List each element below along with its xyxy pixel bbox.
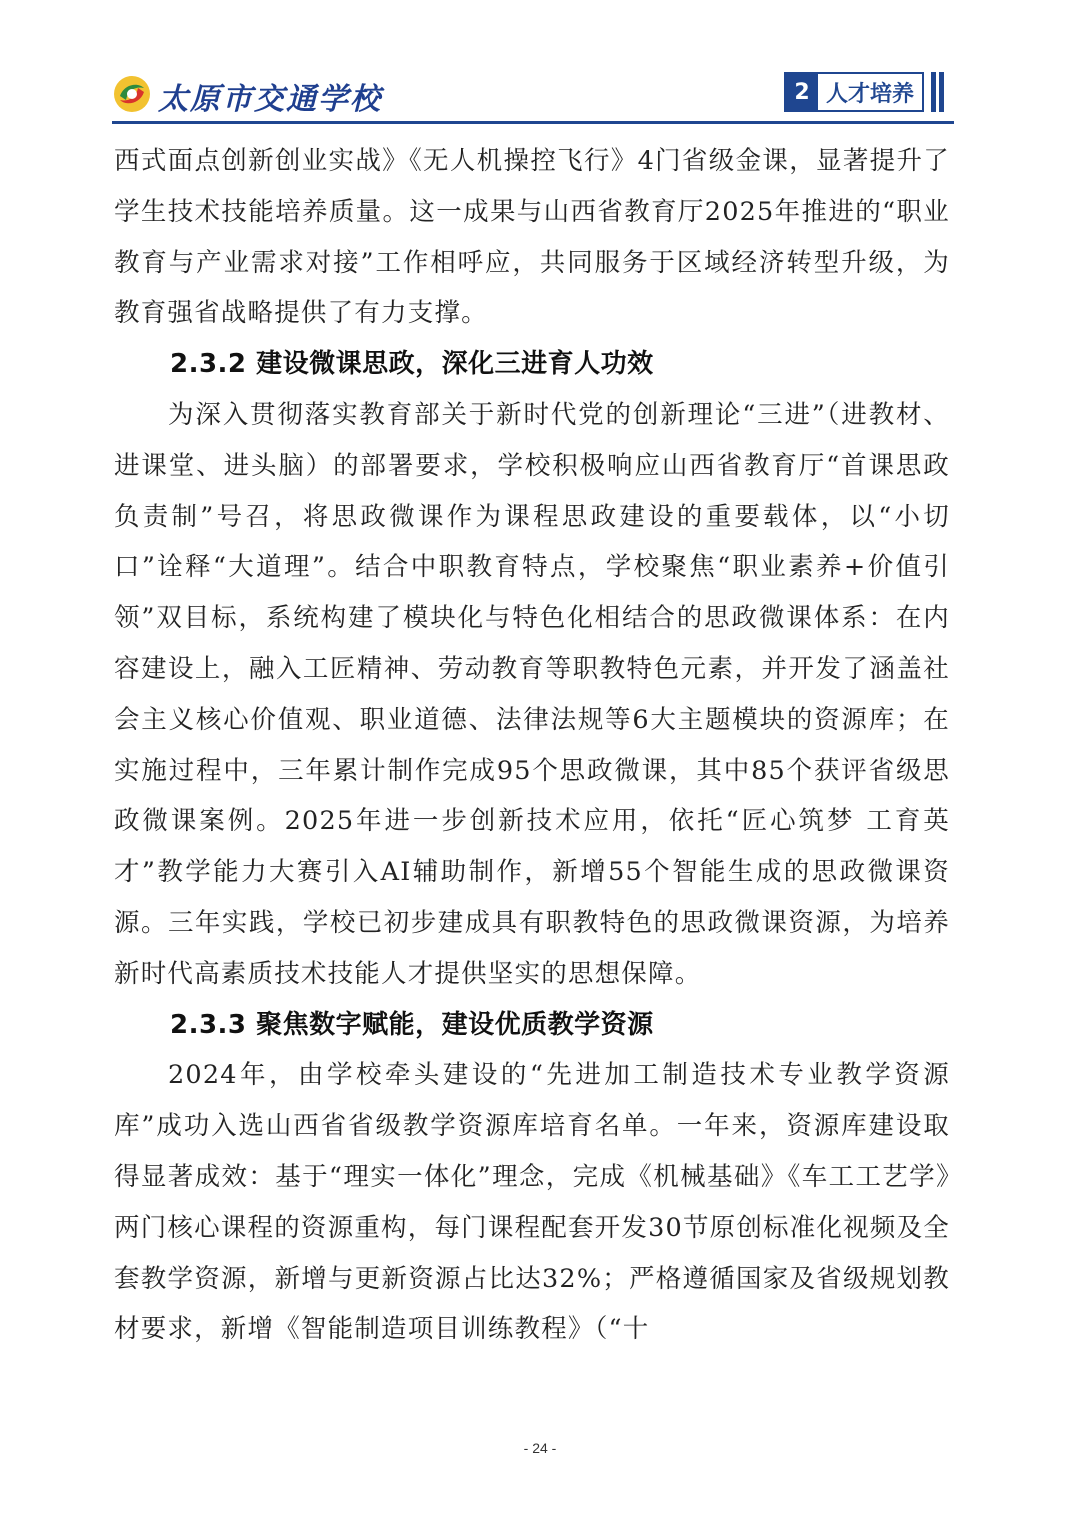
section-number: 2 [786, 74, 818, 110]
section-label: 人才培养 [825, 81, 914, 107]
header-rule [112, 121, 954, 124]
school-name: 太原市交通学校 [158, 82, 382, 117]
school-logo-icon [112, 74, 152, 114]
section-badge [784, 72, 944, 112]
page-content [114, 136, 950, 1355]
page-header [112, 68, 954, 120]
paragraph-micro-course: 为深入贯彻落实教育部关于新时代党的创新理论“三进”（进教材、进课堂、进头脑）的部署要求，学校积极响应山西省教育厅“首课思政负责制”号召，将思政微课作为课程思政建设的重要载体，以“小切口”诠释“大道理”。结合中职教育特点，学校聚焦“职业素养+价值引领”双目标，系统构建了模块化与特色化相结合的思政微课体系：在内容建设上，融入工匠精神、劳动教育等职教特色元素，并开发了涵盖社会主义核心价值观、职业道德、法律法规等6大主题模块的资源库；在实施过程中，三年累计制作完成95个思政微课，其中85个获评省级思政微课案例。2025年进一步创新技术应用，依托“匠心筑梦 工育英才”教学能力大赛引入AI辅助制作，新增55个智能生成的思政微课资源。三年实践，学校已初步建成具有职教特色的思政微课资源，为培养新时代高素质技术技能人才提供坚实的思想保障。 [114, 399, 950, 989]
page-number: - 24 - [523, 1440, 557, 1456]
paragraph-resource-library: 2024年，由学校牵头建设的“先进加工制造技术专业教学资源库”成功入选山西省省级教学资源库培育名单。一年来，资源库建设取得显著成效：基于“理实一体化”理念，完成《机械基础》《车工工艺学》两门核心课程的资源重构，每门课程配套开发30节原创标准化视频及全套教学资源，新增与更新资源占比达32%；严格遵循国家及省级规划教材要求，新增《智能制造项目训练教程》（“十 [114, 1060, 950, 1345]
section-heading-2-3-2: 2.3.2 建设微课思政，深化三进育人功效 [170, 349, 654, 380]
paragraph-continued: 西式面点创新创业实战》《无人机操控飞行》4门省级金课，显著提升了学生技术技能培养质量。这一成果与山西省教育厅2025年推进的“职业教育与产业需求对接”工作相呼应，共同服务于区域经济转型升级，为教育强省战略提供了有力支撑。 [114, 146, 950, 329]
badge-decoration [928, 72, 944, 112]
section-heading-2-3-3: 2.3.3 聚焦数字赋能，建设优质教学资源 [170, 1009, 654, 1040]
